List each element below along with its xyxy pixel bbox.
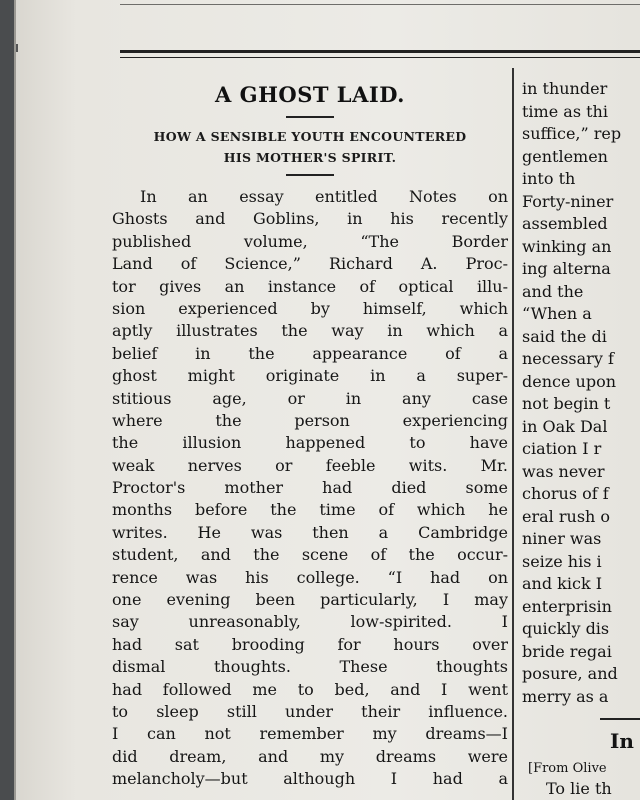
- adjacent-source: [From Olive: [528, 761, 607, 776]
- adjacent-line: ing alterna: [522, 259, 611, 278]
- margin-mark: [16, 44, 18, 52]
- subhead-line: HOW A SENSIBLE YOUTH ENCOUNTERED: [153, 129, 467, 144]
- body-line: had sat brooding for hours over: [112, 634, 508, 654]
- body-line: months before the time of which he: [112, 500, 508, 520]
- adjacent-line: winking an: [522, 236, 612, 256]
- body-line: weak nerves or feeble wits. Mr.: [112, 455, 508, 475]
- body-line: belief in the appearance of a: [112, 343, 508, 363]
- adjacent-line: enterprisin: [522, 596, 612, 616]
- body-line: sion experienced by himself, which: [112, 298, 508, 318]
- adjacent-line: eral rush o: [522, 506, 611, 526]
- body-line: melancholy—but although I had a: [112, 769, 508, 789]
- body-line: dismal thoughts. These thoughts: [112, 657, 508, 677]
- adjacent-line: dence upon: [522, 371, 617, 391]
- adjacent-line: “When a: [522, 304, 592, 323]
- adjacent-line: posure, and: [522, 664, 618, 683]
- body-line: student, and the scene of the occur-: [112, 545, 508, 565]
- adjacent-line: necessary f: [522, 349, 614, 368]
- adjacent-line: into th: [522, 169, 576, 188]
- adjacent-line: and kick I: [522, 574, 603, 593]
- body-line: where the person experiencing: [112, 410, 508, 430]
- body-line: did dream, and my dreams were: [112, 746, 508, 766]
- adjacent-last-line: To lie th: [546, 779, 612, 798]
- adjacent-line: gentlemen: [522, 146, 608, 166]
- adjacent-line: in Oak Dal: [522, 416, 608, 436]
- adjacent-line: time as thi: [522, 101, 608, 121]
- body-line: Ghosts and Goblins, in his recently: [112, 209, 508, 229]
- top-rule: [120, 4, 640, 5]
- body-line: say unreasonably, low-spirited. I: [112, 612, 508, 632]
- adjacent-line: suffice,” rep: [522, 124, 622, 143]
- body-line: I can not remember my dreams—I: [112, 724, 508, 744]
- body-line: to sleep still under their influence.: [112, 701, 508, 721]
- adjacent-line: Forty-niner: [522, 191, 614, 211]
- body-line: stitious age, or in any case: [112, 388, 508, 408]
- body-line: Land of Science,” Richard A. Proc-: [112, 254, 508, 274]
- headline-rule: [286, 116, 334, 118]
- adjacent-line: ciation I r: [522, 439, 602, 458]
- subhead-line: HIS MOTHER'S SPIRIT.: [223, 150, 397, 165]
- body-line: aptly illustrates the way in which a: [112, 321, 508, 341]
- body-line: Proctor's mother had died some: [112, 478, 508, 498]
- adjacent-line: in thunder: [522, 79, 608, 98]
- body-line: had followed me to bed, and I went: [112, 679, 508, 699]
- adjacent-heading: In: [610, 729, 634, 753]
- adjacent-line: niner was: [522, 529, 602, 548]
- adjacent-line: merry as a: [522, 686, 609, 706]
- header-rule-thick: [120, 50, 640, 53]
- adjacent-line: and the: [522, 281, 584, 301]
- body-line: writes. He was then a Cambridge: [112, 522, 508, 542]
- adjacent-column-text: [522, 78, 640, 708]
- adjacent-line: chorus of f: [522, 484, 609, 503]
- body-line: tor gives an instance of optical illu-: [112, 276, 508, 296]
- adjacent-line: seize his i: [522, 551, 602, 571]
- subhead-rule: [286, 174, 334, 176]
- adjacent-line: assembled: [522, 214, 608, 233]
- column-divider: [512, 68, 514, 800]
- adjacent-column: [522, 78, 640, 800]
- article-subhead: [112, 126, 508, 168]
- article-column: [112, 76, 508, 800]
- body-line: one evening been particularly, I may: [112, 590, 508, 610]
- adjacent-line: quickly dis: [522, 619, 610, 638]
- adjacent-line: said the di: [522, 326, 607, 346]
- body-line: the illusion happened to have: [112, 433, 508, 453]
- body-line: published volume, “The Border: [112, 231, 508, 251]
- adjacent-line: was never: [522, 461, 605, 481]
- adjacent-line: not begin t: [522, 394, 611, 413]
- page-edge: [14, 0, 16, 800]
- body-line: ghost might originate in a super-: [112, 366, 508, 386]
- article-body: [112, 186, 508, 791]
- adjacent-rule: [600, 718, 640, 720]
- body-line: In an essay entitled Notes on: [140, 187, 508, 206]
- header-rule-thin: [120, 57, 640, 58]
- adjacent-line: bride regai: [522, 641, 612, 661]
- body-line: rence was his college. “I had on: [112, 567, 508, 587]
- article-headline: A GHOST LAID.: [215, 82, 405, 107]
